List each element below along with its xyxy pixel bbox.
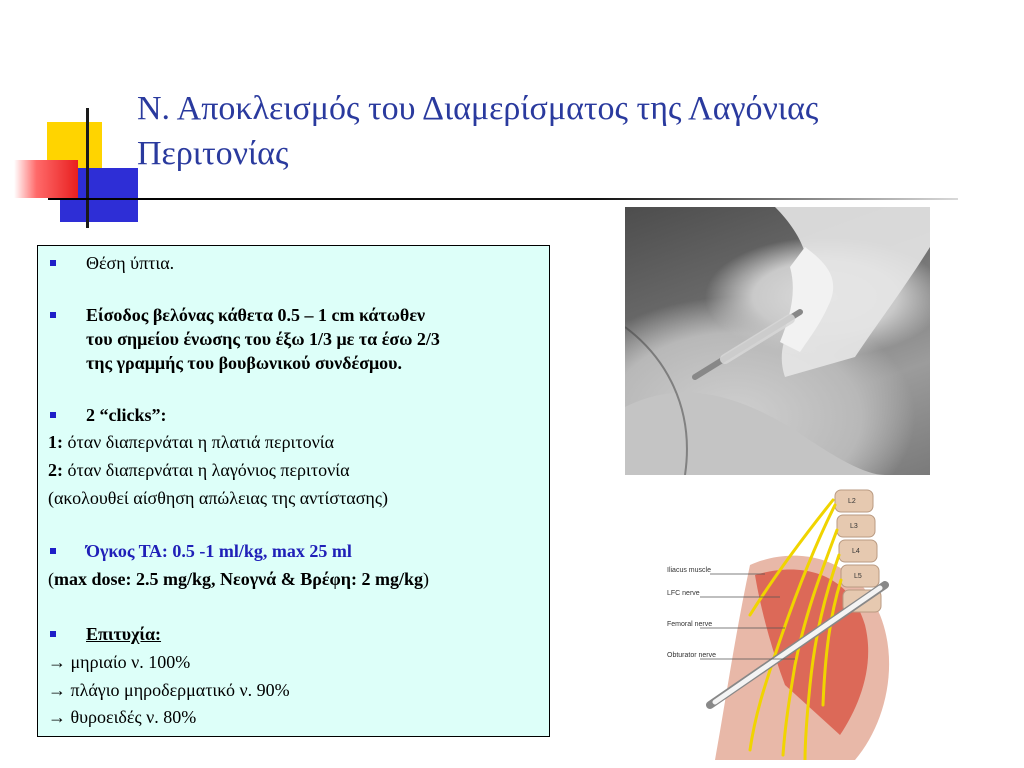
vertebra-label: L5 [854, 573, 862, 580]
title-underline [48, 198, 958, 200]
bullet-clicks: 2 “clicks”: [86, 403, 556, 427]
bullet-position: Θέση ύπτια. [86, 251, 556, 275]
slide-title [137, 86, 997, 176]
anatomy-illustration [655, 485, 945, 760]
bullet-success: Επιτυχία: [86, 622, 556, 646]
click-1-line: 1: όταν διαπερνάται η πλατιά περιτονία [48, 432, 335, 452]
click-note: (ακολουθεί αίσθηση απώλειας της αντίστασης) [48, 488, 388, 508]
bullet-marker [50, 548, 56, 554]
procedure-photo [625, 207, 930, 475]
vertebra-label: L4 [852, 548, 860, 555]
bullet-marker [50, 260, 56, 266]
max-dose-line: (max dose: 2.5 mg/kg, Νεογνά & Βρέφη: 2 mg/kg) [48, 569, 429, 589]
title-line-2: Περιτονίας [137, 135, 289, 172]
label-iliacus-muscle: Iliacus muscle [667, 567, 711, 574]
content-box [37, 245, 550, 737]
bullet-marker [50, 631, 56, 637]
bullet-marker [50, 412, 56, 418]
click-2-line: 2: όταν διαπερνάται η λαγόνιος περιτονία [48, 460, 350, 480]
label-obturator-nerve: Obturator nerve [667, 652, 717, 659]
result-obturator: → θυροειδές ν. 80% [48, 707, 197, 727]
label-femoral-nerve: Femoral nerve [667, 621, 713, 628]
bullet-volume: Όγκος ΤΑ: 0.5 -1 ml/kg, max 25 ml [86, 539, 556, 563]
label-lfc-nerve: LFC nerve [667, 590, 700, 597]
bullet-marker [50, 312, 56, 318]
corner-decoration [0, 0, 140, 230]
vertical-rule [86, 108, 89, 228]
bullet-needle-entry: Είσοδος βελόνας κάθετα 0.5 – 1 cm κάτωθεν του σημείου ένωσης του έξω 1/3 με τα έσω 2/3 της γραμμής του βουβωνικού συνδέσμου. [86, 303, 556, 375]
result-femoral: → μηριαίο ν. 100% [48, 652, 191, 672]
red-bar [14, 160, 78, 198]
title-line-1: Ν. Αποκλεισμός του Διαμερίσματος της Λαγόνιας [137, 90, 819, 127]
vertebra-label: L2 [848, 498, 856, 505]
result-lfc: → πλάγιο μηροδερματικό ν. 90% [48, 680, 290, 700]
vertebra-label: L3 [850, 523, 858, 530]
